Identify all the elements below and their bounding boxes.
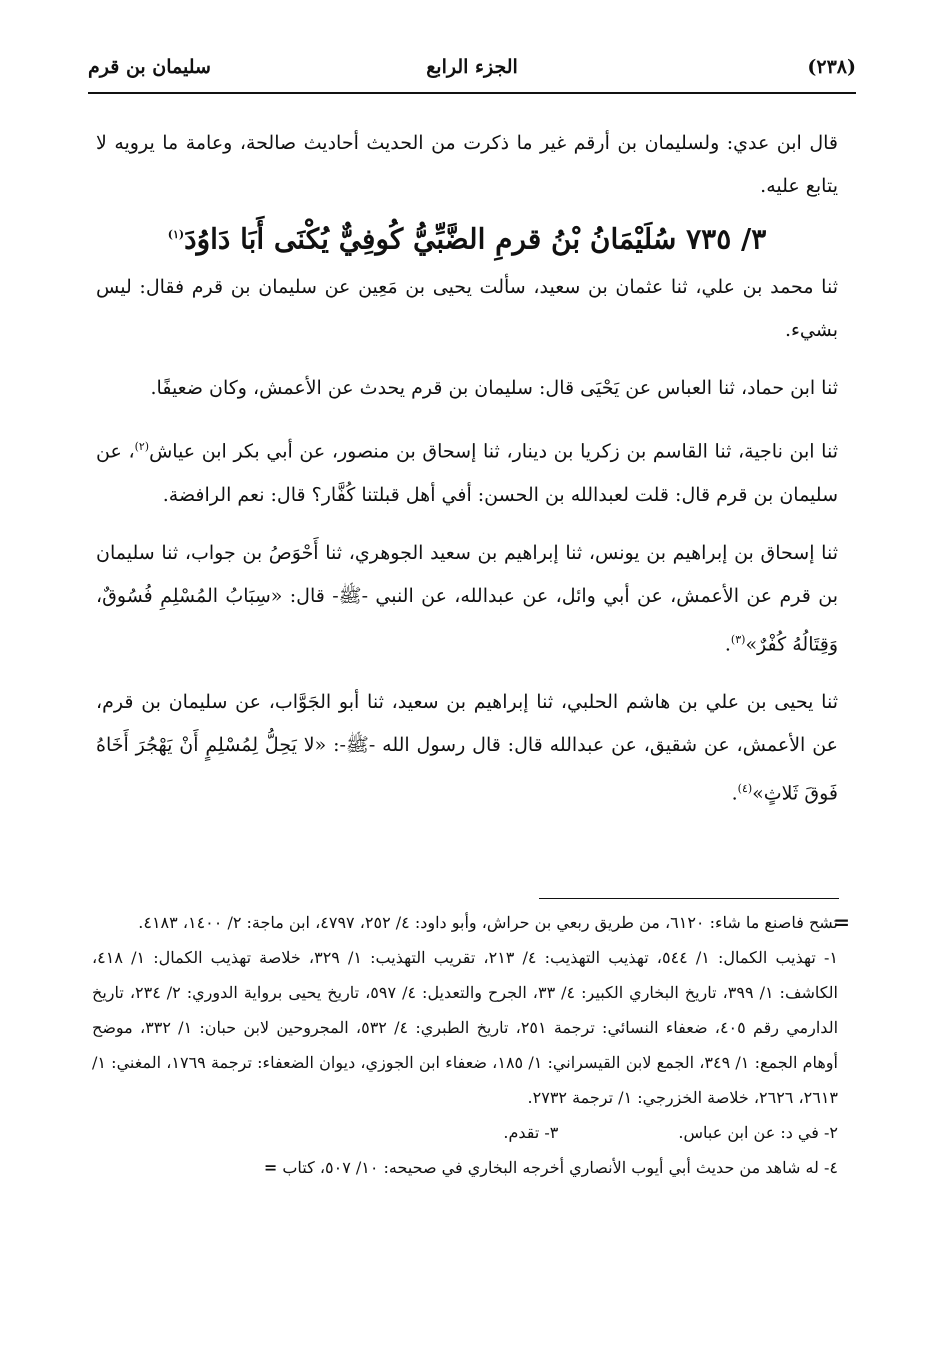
paragraph-3 (96, 425, 838, 516)
volume-label: الجزء الرابع (426, 56, 518, 78)
footnote-rule (539, 898, 839, 899)
footnotes-2-3 (92, 1115, 838, 1150)
biography-title (96, 208, 838, 266)
paragraph-4-end: . (724, 632, 731, 655)
main-text (96, 122, 838, 815)
footnote-continuation-text: تشح فاصنع ما شاء: ٦١٢٠، من طريق ربعي بن حراش، وأبو داود: ٤/ ٢٥٢، ٤٧٩٧، ابن ماجة: ٢/ ١٤٠٠، ٤١٨٣. (138, 913, 838, 932)
page-number: (٢٣٨) (807, 56, 856, 78)
intro-paragraph: قال ابن عدي: ولسليمان بن أرقم غير ما ذكرت من الحديث أحاديث صالحة، وعامة ما يرويه لا يتابع عليه. (96, 132, 838, 197)
running-title: سليمان بن قرم (88, 56, 211, 78)
paragraph-4-text: ثنا إسحاق بن إبراهيم بن يونس، ثنا إبراهيم بن سعيد الجوهري، ثنا أَحْوَصُ بن جواب، ثنا سليمان بن قرم عن الأعمش، عن أبي وائل، عن عبدالله، عن النبي -ﷺ- قال: «سِبَابُ المُسْلِمِ فُسُوقٌ، وَقِتَالُهُ كُفْرٌ» (96, 541, 838, 655)
footnote-ref: (٣) (730, 632, 746, 646)
footnote-2: ٢- في د: عن ابن عباس. (678, 1123, 838, 1142)
paragraph-1: ثنا محمد بن علي، ثنا عثمان بن سعيد، سألت يحيى بن مَعِين عن سليمان بن قرم فقال: ليس بشيء. (96, 276, 838, 342)
paragraph-5 (96, 681, 838, 815)
footnote-ref: (٤) (737, 781, 753, 795)
footnotes (92, 905, 850, 1185)
footnote-ref: (٢) (134, 440, 150, 454)
page-header (88, 50, 856, 84)
footnote-4 (92, 1150, 838, 1185)
continuation-mark: = (263, 1158, 278, 1177)
paragraph-3-part-b: ، عن سليمان بن قرم قال: قلت لعبدالله بن الحسن: أفي أهل قبلتنا كُفَّار؟ قال: نعم الرافضة. (96, 440, 838, 506)
footnote-4-text: ٤- له شاهد من حديث أبي أيوب الأنصاري أخرجه البخاري في صحيحه: ١٠/ ٥٠٧، كتاب (282, 1158, 838, 1177)
header-rule (88, 92, 856, 94)
continuation-mark: = (833, 910, 850, 934)
paragraph-3-part-a: ثنا ابن ناجية، ثنا القاسم بن زكريا بن دينار، ثنا إسحاق بن منصور، عن أبي بكر ابن عياش (149, 440, 838, 463)
footnote-1: ١- تهذيب الكمال: ١/ ٥٤٤، تهذيب التهذيب: ٤/ ٢١٣، تقريب التهذيب: ١/ ٣٢٩، خلاصة تهذيب الكمال: ١/ ٤١٨، الكاشف: ١/ ٣٩٩، تاريخ البخاري الكبير: ٤/ ٣٣، الجرح والتعديل: ٤/ ٥٩٧، تاريخ يحيى برواية الدوري: ٢/ ٢٣٤، تاريخ الدارمي رقم ٤٠٥، ضعفاء النسائي: ترجمة ٢٥١، تاريخ الطبري: ٤/ ٥٣٢، المجروحين لابن حبان: ١/ ٣٣٢، موضح أوهام الجمع: ١/ ٣٤٩، الجمع لابن القيسراني: ١/ ١٨٥، ضعفاء ابن الجوزي، ديوان الضعفاء: ترجمة ١٧٦٩، المغني: ١/ ٢٦١٣، ٢٦٢٦، خلاصة الخزرجي: ١/ ترجمة ٢٧٣٢. (92, 948, 839, 1107)
paragraph-5-end: . (731, 782, 738, 805)
biography-title-text: ٣/ ٧٣٥ سُلَيْمَانُ بْنُ قرمِ الضَّبِّيُّ كُوفِيٌّ يُكْنَى أَبَا دَاوُدَ (184, 222, 767, 256)
paragraph-5-text: ثنا يحيى بن علي بن هاشم الحلبي، ثنا إبراهيم بن سعيد، ثنا أبو الجَوَّاب، عن سليمان بن قرم، عن الأعمش، عن شقيق، عن عبدالله قال: قال رسول الله -ﷺ-: «لا يَحِلُّ لِمُسْلِمٍ أَنْ يَهْجُرَ أَخَاهُ فَوقَ ثَلاثٍ» (96, 690, 838, 805)
footnote-ref: (١) (167, 228, 185, 241)
footnote-continuation (92, 905, 850, 940)
footnote-3: ٣- تقدم. (503, 1123, 559, 1142)
paragraph-2: ثنا ابن حماد، ثنا العباس عن يَحْيَى قال: سليمان بن قرم يحدث عن الأعمش، وكان ضعيفًا. (150, 377, 838, 400)
paragraph-4 (96, 532, 838, 666)
